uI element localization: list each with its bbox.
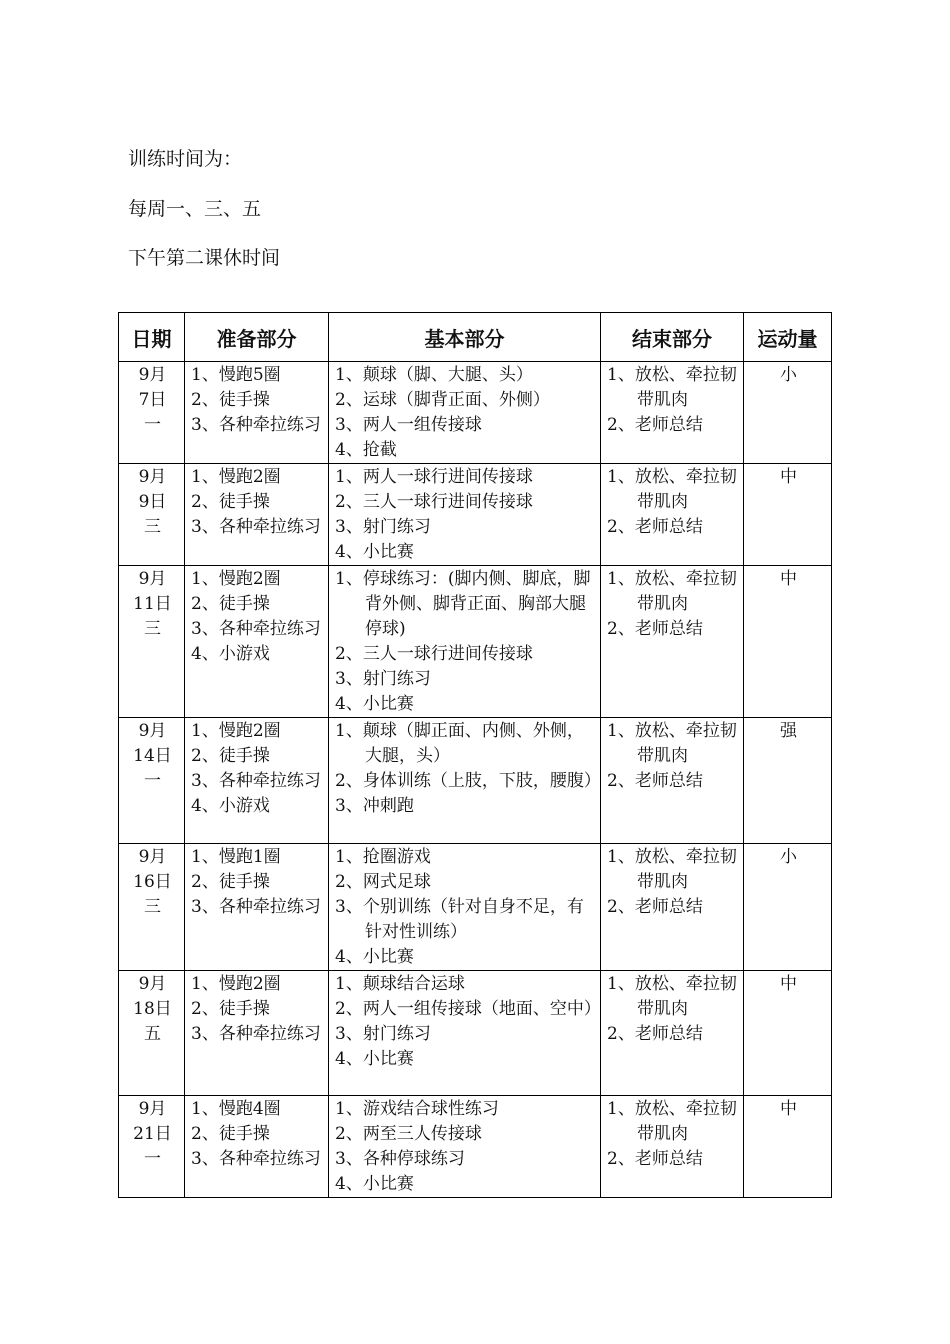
load-cell: 小 <box>744 362 832 464</box>
date-line: 一 <box>144 771 161 791</box>
date-line: 7日 <box>138 390 167 410</box>
table-header-row <box>119 313 832 362</box>
prep-item: 1、慢跑2圈 <box>191 467 281 487</box>
header-end: 结束部分 <box>601 313 744 362</box>
end-cell <box>601 971 744 1096</box>
prep-item: 3、各种牵拉练习 <box>191 1149 321 1169</box>
date-line: 三 <box>144 897 161 917</box>
table-row <box>119 718 832 844</box>
date-line: 三 <box>144 517 161 537</box>
main-item: 2、网式足球 <box>335 872 431 892</box>
load-cell: 中 <box>744 1096 832 1198</box>
load-cell: 中 <box>744 566 832 718</box>
load-cell: 强 <box>744 718 832 844</box>
end-item: 2、老师总结 <box>607 1024 703 1044</box>
prep-item: 3、各种牵拉练习 <box>191 517 321 537</box>
end-cell <box>601 464 744 566</box>
date-line: 14日 <box>133 746 172 766</box>
prep-item: 1、慢跑2圈 <box>191 974 281 994</box>
main-item: 3、射门练习 <box>335 1024 431 1044</box>
main-item: 2、两至三人传接球 <box>335 1124 482 1144</box>
main-cell <box>329 718 601 844</box>
end-item: 2、老师总结 <box>607 415 703 435</box>
date-cell <box>119 718 185 844</box>
prep-cell <box>185 971 329 1096</box>
prep-item: 3、各种牵拉练习 <box>191 1024 321 1044</box>
table-row <box>119 362 832 464</box>
date-line: 16日 <box>133 872 172 892</box>
training-schedule-table <box>118 312 832 1198</box>
table-row <box>119 844 832 971</box>
end-item: 1、放松、牵拉韧带肌肉 <box>607 467 737 512</box>
main-item: 1、抢圈游戏 <box>335 847 431 867</box>
main-item: 4、小比赛 <box>335 694 414 714</box>
prep-cell <box>185 464 329 566</box>
main-item: 4、抢截 <box>335 440 397 460</box>
main-item: 3、个别训练（针对自身不足，有针对性训练） <box>335 897 584 942</box>
load-cell: 中 <box>744 464 832 566</box>
end-item: 2、老师总结 <box>607 1149 703 1169</box>
main-cell <box>329 971 601 1096</box>
prep-item: 4、小游戏 <box>191 796 270 816</box>
end-cell <box>601 566 744 718</box>
end-item: 1、放松、牵拉韧带肌肉 <box>607 1099 737 1144</box>
main-cell <box>329 464 601 566</box>
end-cell <box>601 844 744 971</box>
prep-item: 2、徒手操 <box>191 492 270 512</box>
prep-cell <box>185 718 329 844</box>
prep-cell <box>185 362 329 464</box>
main-item: 1、停球练习：(脚内侧、脚底，脚背外侧、脚背正面、胸部大腿停球) <box>335 569 591 639</box>
end-item: 1、放松、牵拉韧带肌肉 <box>607 569 737 614</box>
prep-item: 3、各种牵拉练习 <box>191 619 321 639</box>
date-cell <box>119 844 185 971</box>
date-line: 9月 <box>138 1099 167 1119</box>
main-item: 2、运球（脚背正面、外侧） <box>335 390 550 410</box>
main-item: 4、小比赛 <box>335 947 414 967</box>
main-cell <box>329 566 601 718</box>
table-row <box>119 464 832 566</box>
header-load: 运动量 <box>744 313 832 362</box>
intro-line-1: 训练时间为： <box>128 148 243 170</box>
prep-cell <box>185 1096 329 1198</box>
header-main: 基本部分 <box>329 313 601 362</box>
prep-item: 4、小游戏 <box>191 644 270 664</box>
prep-item: 3、各种牵拉练习 <box>191 897 321 917</box>
prep-item: 2、徒手操 <box>191 594 270 614</box>
date-cell <box>119 566 185 718</box>
date-line: 9月 <box>138 847 167 867</box>
date-line: 9月 <box>138 721 167 741</box>
date-line: 9月 <box>138 467 167 487</box>
end-item: 2、老师总结 <box>607 897 703 917</box>
main-cell <box>329 362 601 464</box>
main-item: 2、三人一球行进间传接球 <box>335 644 533 664</box>
load-cell: 小 <box>744 844 832 971</box>
intro-line-2: 每周一、三、五 <box>128 198 262 220</box>
date-cell <box>119 362 185 464</box>
prep-item: 1、慢跑2圈 <box>191 721 281 741</box>
date-cell <box>119 464 185 566</box>
prep-item: 2、徒手操 <box>191 999 270 1019</box>
main-item: 3、各种停球练习 <box>335 1149 465 1169</box>
end-item: 2、老师总结 <box>607 771 703 791</box>
prep-item: 2、徒手操 <box>191 1124 270 1144</box>
main-item: 4、小比赛 <box>335 1049 414 1069</box>
prep-item: 3、各种牵拉练习 <box>191 415 321 435</box>
date-line: 五 <box>144 1024 161 1044</box>
prep-item: 1、慢跑1圈 <box>191 847 281 867</box>
date-line: 18日 <box>133 999 172 1019</box>
end-item: 1、放松、牵拉韧带肌肉 <box>607 721 737 766</box>
intro-line-3: 下午第二课休时间 <box>128 247 281 269</box>
prep-cell <box>185 844 329 971</box>
date-line: 一 <box>144 1149 161 1169</box>
prep-item: 2、徒手操 <box>191 746 270 766</box>
table-row <box>119 971 832 1096</box>
main-cell <box>329 1096 601 1198</box>
end-cell <box>601 718 744 844</box>
main-item: 1、颠球结合运球 <box>335 974 465 994</box>
date-cell <box>119 1096 185 1198</box>
main-item: 1、游戏结合球性练习 <box>335 1099 499 1119</box>
main-cell <box>329 844 601 971</box>
date-line: 9月 <box>138 365 167 385</box>
main-item: 1、两人一球行进间传接球 <box>335 467 533 487</box>
date-line: 9月 <box>138 569 167 589</box>
date-line: 9月 <box>138 974 167 994</box>
end-item: 1、放松、牵拉韧带肌肉 <box>607 974 737 1019</box>
main-item: 3、冲刺跑 <box>335 796 414 816</box>
end-cell <box>601 362 744 464</box>
load-cell: 中 <box>744 971 832 1096</box>
prep-item: 2、徒手操 <box>191 872 270 892</box>
main-item: 3、射门练习 <box>335 669 431 689</box>
date-cell <box>119 971 185 1096</box>
main-item: 2、两人一组传接球（地面、空中） <box>335 999 601 1019</box>
main-item: 3、射门练习 <box>335 517 431 537</box>
main-item: 3、两人一组传接球 <box>335 415 482 435</box>
prep-item: 1、慢跑5圈 <box>191 365 281 385</box>
end-item: 2、老师总结 <box>607 517 703 537</box>
end-item: 1、放松、牵拉韧带肌肉 <box>607 847 737 892</box>
main-item: 4、小比赛 <box>335 542 414 562</box>
end-item: 2、老师总结 <box>607 619 703 639</box>
date-line: 11日 <box>133 594 172 614</box>
prep-item: 1、慢跑4圈 <box>191 1099 281 1119</box>
date-line: 三 <box>144 619 161 639</box>
main-item: 4、小比赛 <box>335 1174 414 1194</box>
prep-cell <box>185 566 329 718</box>
date-line: 一 <box>144 415 161 435</box>
main-item: 1、颠球（脚正面、内侧、外侧，大腿，头） <box>335 721 584 766</box>
end-cell <box>601 1096 744 1198</box>
header-date: 日期 <box>119 313 185 362</box>
prep-item: 1、慢跑2圈 <box>191 569 281 589</box>
prep-item: 2、徒手操 <box>191 390 270 410</box>
main-item: 1、颠球（脚、大腿、头） <box>335 365 533 385</box>
header-prep: 准备部分 <box>185 313 329 362</box>
table-row <box>119 566 832 718</box>
prep-item: 3、各种牵拉练习 <box>191 771 321 791</box>
table-row <box>119 1096 832 1198</box>
main-item: 2、三人一球行进间传接球 <box>335 492 533 512</box>
date-line: 21日 <box>133 1124 172 1144</box>
date-line: 9日 <box>138 492 167 512</box>
end-item: 1、放松、牵拉韧带肌肉 <box>607 365 737 410</box>
main-item: 2、身体训练（上肢，下肢，腰腹） <box>335 771 601 791</box>
